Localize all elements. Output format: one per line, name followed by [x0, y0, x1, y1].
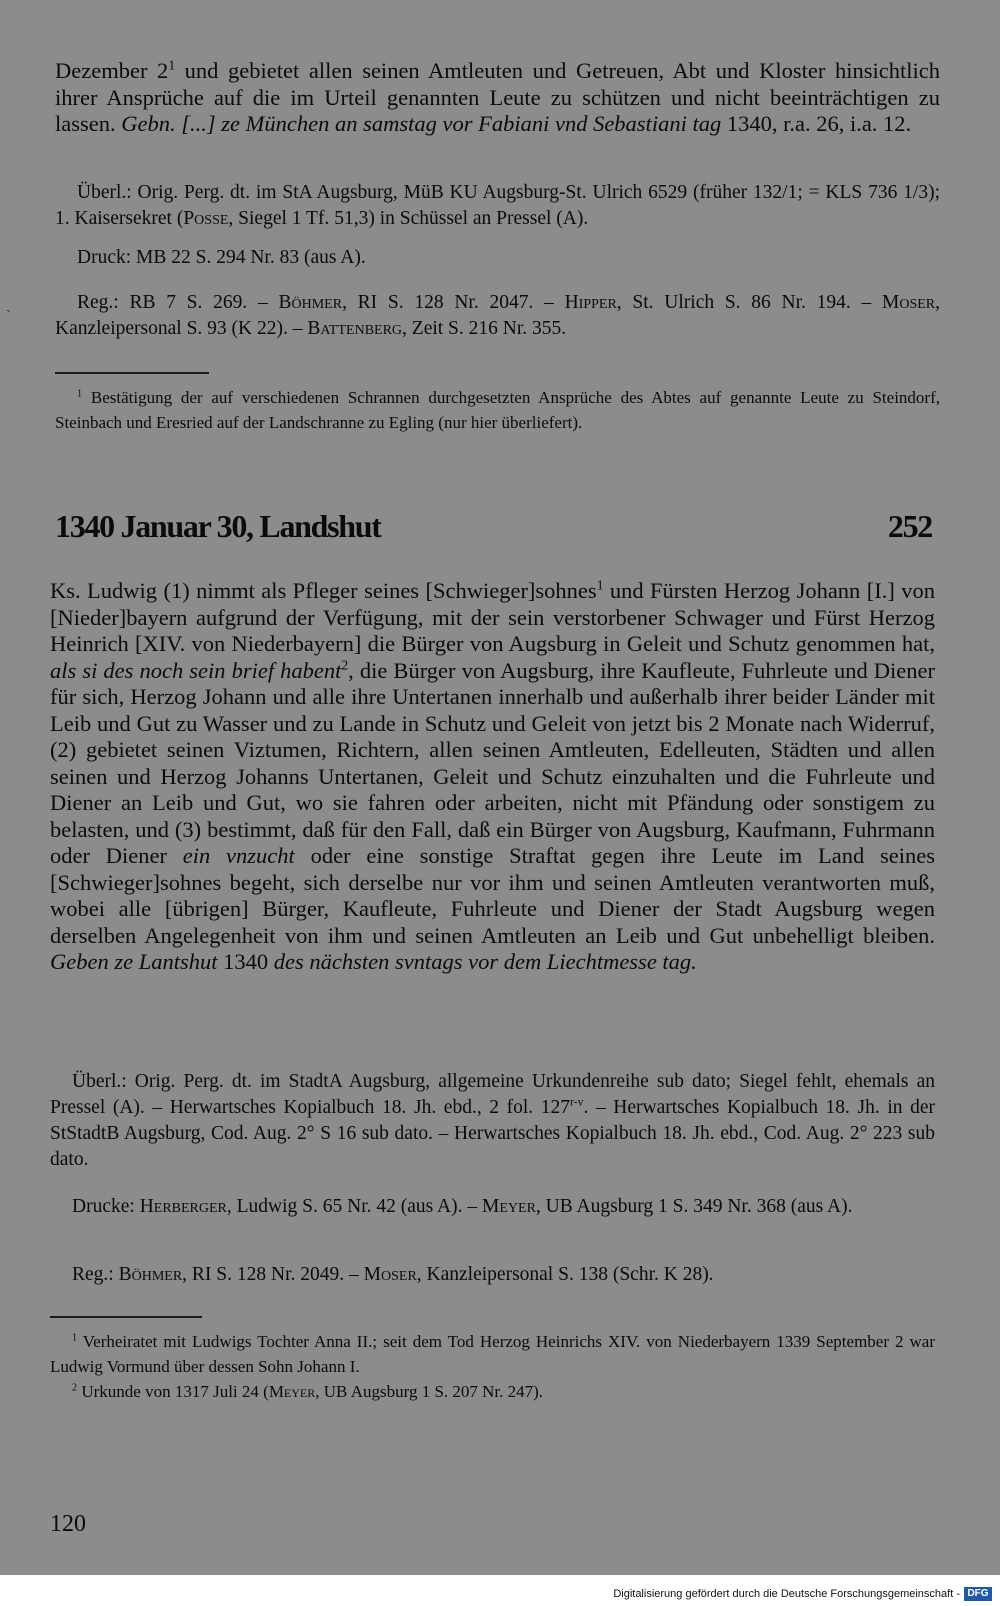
text-run: , St. Ulrich S. 86 Nr. 194. – — [616, 292, 882, 313]
text-run: , Siegel 1 Tf. 51,3) in Schüssel an Pressel (A). — [228, 208, 589, 229]
author-name: Meyer — [482, 1196, 536, 1217]
prev-ueberlieferung — [55, 180, 940, 232]
text-run: Druck: MB 22 S. 294 Nr. 83 (aus A). — [77, 247, 366, 268]
margin-mark: ˎ — [6, 298, 11, 313]
folio-marker: r-v — [570, 1095, 584, 1109]
text-run: 1340 — [217, 949, 274, 974]
text-run: , RI S. 128 Nr. 2049. – — [182, 1264, 364, 1285]
text-run: 1340, r.a. 26, i.a. 12. — [721, 111, 912, 136]
text-run: , Kanzleipersonal S. 138 (Schr. K 28). — [416, 1264, 714, 1285]
dfg-logo: DFG — [964, 1587, 992, 1601]
text-run: Überl.: Orig. Perg. dt. im StadtA Augsburg, allgemeine Urkundenreihe sub dato; Siegel fehlt, ehemals an Pressel (A). – Herwartsches Kopialbuch 18. Jh. ebd., 2 fol. 127 — [50, 1071, 935, 1118]
entry-date-place: 1340 Januar 30, Landshut — [55, 508, 381, 544]
text-run: Drucke: — [72, 1196, 140, 1217]
footnote-divider — [50, 1316, 202, 1318]
text-run: Dezember 2 — [55, 58, 169, 83]
text-run: , Ludwig S. 65 Nr. 42 (aus A). – — [226, 1196, 483, 1217]
quoted-text: Gebn. [...] ze München an samstag vor Fabiani vnd Sebastiani tag — [121, 111, 722, 136]
author-name: Moser — [882, 292, 936, 313]
prev-druck — [55, 245, 940, 271]
quoted-text: als si des noch sein brief habent — [50, 657, 342, 683]
prev-footnote — [55, 385, 940, 435]
entry-footnote-2 — [50, 1379, 935, 1404]
text-run: Reg.: RB 7 S. 269. – — [77, 292, 279, 313]
footnote-divider — [55, 372, 209, 374]
text-run: , RI S. 128 Nr. 2047. – — [342, 292, 565, 313]
footnote-marker: 1 — [77, 388, 83, 400]
text-run: und Fürsten Herzog Johann [I.] von [Nieder]bayern aufgrund der Verfügung, mit der sein verstorbener Schwager und Fürst Herzog Heinrich [XIV. von Niederbayern] die Bürger von Augsburg in Geleit und Schutz genommen hat, — [50, 578, 935, 656]
footnote-text: Urkunde von 1317 Juli 24 ( — [77, 1382, 269, 1401]
text-run: , Kanzleipersonal S. 93 (K 22). – — [55, 292, 940, 339]
text-run: , die Bürger von Augsburg, ihre Kaufleute, Fuhrleute und Diener für sich, Herzog Johann und alle ihre Untertanen innerhalb und außerhalb ihrer beider Länder mit Leib und Gut zu Wasser und zu Lande in Schutz und Geleit von jetzt bis 2 Monate nach Widerruf, (2) gebietet seinen Viztumen, Richtern, allen seinen Amtleuten, Edelleuten, Städten und allen seinen und Herzog Johanns Untertanen, Geleit und Schutz einzuhalten und die Fuhrleute und Diener an Leib und Gut, wo sie fahren oder arbeiten, nicht mit Pfändung oder sonstigem zu belasten, und (3) bestimmt, daß für den Fall, daß ein Bürger von Augsburg, Kaufmann, Fuhrmann oder Diener — [50, 657, 935, 868]
entry-heading — [55, 508, 932, 545]
author-name: Herberger — [139, 1196, 227, 1217]
author-name: Böhmer — [278, 292, 343, 313]
text-run: Überl.: Orig. Perg. dt. im StA Augsburg, MüB KU Augsburg-St. Ulrich 6529 (früher 132/1; = KLS 736 1/3); 1. Kaisersekret ( — [55, 182, 940, 229]
footnote-text: Verheiratet mit Ludwigs Tochter Anna II.; seit dem Tod Herzog Heinrichs XIV. von Niederbayern 1339 September 2 war Ludwig Vormund über dessen Sohn Johann I. — [50, 1332, 935, 1376]
prev-entry-text — [55, 58, 940, 138]
author-name: Meyer — [268, 1382, 316, 1401]
entry-regest — [50, 578, 935, 976]
footnote-marker: 1 — [596, 577, 604, 593]
entry-ueberlieferung — [50, 1069, 935, 1173]
footnote-marker: 1 — [72, 1332, 78, 1344]
footer-credit: Digitalisierung gefördert durch die Deutsche Forschungsgemeinschaft - — [613, 1588, 960, 1600]
author-name: Moser — [363, 1264, 417, 1285]
text-run: Ks. Ludwig (1) nimmt als Pfleger seines [Schwieger]sohnes — [50, 578, 597, 603]
footnote-text: , UB Augsburg 1 S. 207 Nr. 247). — [315, 1382, 544, 1401]
digitization-footer — [0, 1575, 1000, 1606]
quoted-text: ein vnzucht — [182, 843, 295, 868]
text-run: und gebietet allen seinen Amtleuten und Getreuen, Abt und Kloster hinsichtlich ihrer Ansprüche auf die im Urteil genannten Leute zu schützen und nicht beeinträchtigen zu lassen. — [55, 58, 940, 136]
text-run: oder eine sonstige Straftat gegen ihre Leute im Land seines [Schwieger]sohnes begeht, sich derselbe nur vor ihm und seinen Amtleuten verantworten muß, wobei alle [übrigen] Bürger, Kaufleute, Fuhrleute und Diener der Stadt Augsburg wegen derselben Angelegenheit von ihm und seinen Amtleuten an Leib und Gut unbehelligt bleiben. — [50, 843, 936, 948]
text-run: , Zeit S. 216 Nr. 355. — [402, 318, 567, 339]
page-number: 120 — [50, 1511, 86, 1537]
author-name: Posse — [183, 208, 229, 229]
entry-regesten — [50, 1262, 935, 1288]
footnote-marker: 2 — [341, 657, 349, 672]
author-name: Hipper — [564, 292, 617, 313]
footnote-text: Bestätigung der auf verschiedenen Schrannen durchgesetzten Ansprüche des Abtes auf genannte Leute zu Steindorf, Steinbach und Eresried auf der Landschranne zu Egling (nur hier überliefert). — [55, 388, 940, 432]
author-name: Battenberg — [307, 318, 403, 339]
quoted-text: des nächsten svntags vor dem Liechtmesse tag. — [273, 949, 697, 974]
author-name: Böhmer — [118, 1264, 183, 1285]
text-run: . – Herwartsches Kopialbuch 18. Jh. in der StStadtB Augsburg, Cod. Aug. 2° S 16 sub dato. – Herwartsches Kopialbuch 18. Jh. ebd., Cod. Aug. 2° 223 sub dato. — [50, 1097, 935, 1170]
entry-number: 252 — [887, 508, 932, 544]
text-run: Reg.: — [72, 1264, 119, 1285]
quoted-text: Geben ze Lantshut — [50, 949, 218, 974]
footnote-marker: 2 — [72, 1382, 78, 1394]
entry-drucke — [50, 1194, 935, 1220]
entry-footnote-1 — [50, 1329, 935, 1379]
text-run: , UB Augsburg 1 S. 349 Nr. 368 (aus A). — [535, 1196, 853, 1217]
prev-regesten — [55, 290, 940, 342]
footnote-marker: 1 — [168, 57, 176, 73]
